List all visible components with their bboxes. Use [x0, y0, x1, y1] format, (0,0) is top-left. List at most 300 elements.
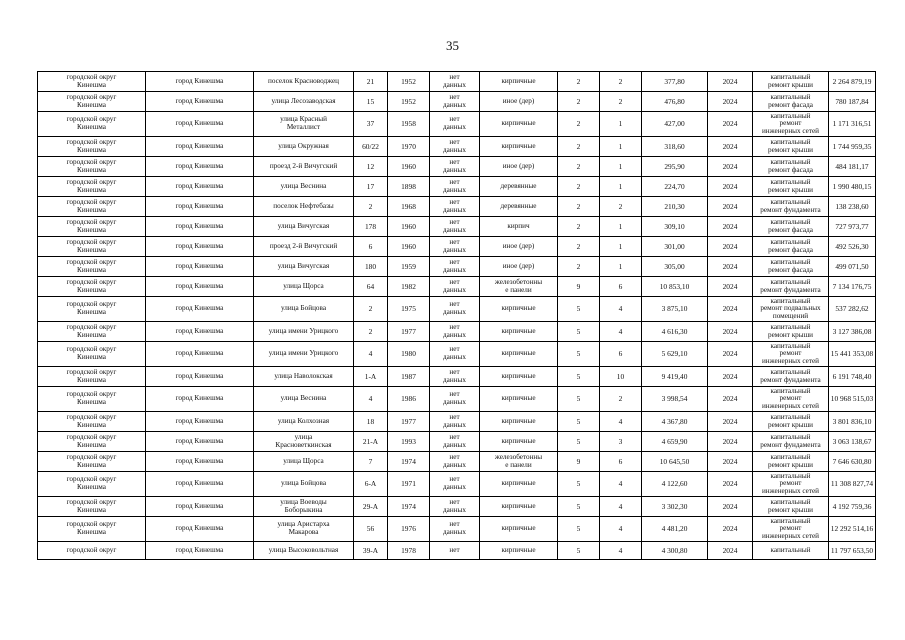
cell-area: 318,60	[642, 137, 708, 157]
cell-data-availability: нет данных	[430, 257, 480, 277]
cell-plan-year: 2024	[708, 197, 753, 217]
cell-street: улица имени Урицкого	[254, 322, 354, 342]
cell-cost: 780 187,84	[829, 92, 876, 112]
cell-build-year: 1993	[388, 432, 430, 452]
cell-wall-material: железобетонны е панели	[480, 277, 558, 297]
cell-plan-year: 2024	[708, 472, 753, 497]
cell-work-type: капитальный ремонт фундамента	[753, 197, 829, 217]
cell-street: улица Веснина	[254, 177, 354, 197]
cell-street: улица Бойцова	[254, 297, 354, 322]
cell-city: город Кинешма	[146, 322, 254, 342]
cell-plan-year: 2024	[708, 137, 753, 157]
cell-floors: 2	[558, 177, 600, 197]
cell-entrances: 4	[600, 517, 642, 542]
cell-area: 4 659,90	[642, 432, 708, 452]
cell-entrances: 1	[600, 257, 642, 277]
cell-city: город Кинешма	[146, 472, 254, 497]
table-row	[38, 72, 876, 92]
cell-data-availability: нет данных	[430, 342, 480, 367]
cell-street: поселок Красноводжец	[254, 72, 354, 92]
cell-entrances: 1	[600, 157, 642, 177]
cell-house-number: 2	[354, 297, 388, 322]
cell-city: город Кинешма	[146, 367, 254, 387]
cell-cost: 1 171 316,51	[829, 112, 876, 137]
cell-city: город Кинешма	[146, 497, 254, 517]
cell-house-number: 7	[354, 452, 388, 472]
cell-cost: 727 973,77	[829, 217, 876, 237]
cell-cost: 11 308 827,74	[829, 472, 876, 497]
cell-house-number: 39-А	[354, 542, 388, 560]
cell-work-type: капитальный ремонт крыши	[753, 322, 829, 342]
cell-wall-material: кирпичные	[480, 72, 558, 92]
cell-house-number: 12	[354, 157, 388, 177]
cell-area: 377,80	[642, 72, 708, 92]
cell-area: 4 122,60	[642, 472, 708, 497]
cell-data-availability: нет данных	[430, 137, 480, 157]
cell-wall-material: кирпич	[480, 217, 558, 237]
cell-floors: 5	[558, 387, 600, 412]
cell-floors: 5	[558, 412, 600, 432]
cell-city: город Кинешма	[146, 297, 254, 322]
cell-data-availability: нет данных	[430, 472, 480, 497]
cell-entrances: 3	[600, 432, 642, 452]
table-row	[38, 137, 876, 157]
cell-area: 305,00	[642, 257, 708, 277]
table-row	[38, 367, 876, 387]
cell-district: городской округ Кинешма	[38, 217, 146, 237]
cell-floors: 5	[558, 517, 600, 542]
cell-house-number: 2	[354, 322, 388, 342]
cell-district: городской округ Кинешма	[38, 472, 146, 497]
cell-floors: 2	[558, 92, 600, 112]
table-row	[38, 412, 876, 432]
cell-street: улица Вичугская	[254, 257, 354, 277]
cell-data-availability: нет данных	[430, 452, 480, 472]
cell-floors: 5	[558, 497, 600, 517]
cell-floors: 2	[558, 137, 600, 157]
cell-house-number: 18	[354, 412, 388, 432]
cell-cost: 492 526,30	[829, 237, 876, 257]
cell-work-type: капитальный ремонт крыши	[753, 177, 829, 197]
cell-city: город Кинешма	[146, 387, 254, 412]
cell-data-availability: нет	[430, 542, 480, 560]
cell-wall-material: иное (дер)	[480, 237, 558, 257]
cell-plan-year: 2024	[708, 387, 753, 412]
cell-street: проезд 2-й Вичугский	[254, 237, 354, 257]
cell-plan-year: 2024	[708, 157, 753, 177]
cell-district: городской округ Кинешма	[38, 237, 146, 257]
cell-build-year: 1982	[388, 277, 430, 297]
cell-build-year: 1952	[388, 92, 430, 112]
cell-build-year: 1960	[388, 217, 430, 237]
cell-house-number: 1-А	[354, 367, 388, 387]
cell-area: 3 302,30	[642, 497, 708, 517]
cell-entrances: 4	[600, 542, 642, 560]
cell-district: городской округ Кинешма	[38, 297, 146, 322]
cell-street: улица имени Урицкого	[254, 342, 354, 367]
cell-area: 4 481,20	[642, 517, 708, 542]
cell-plan-year: 2024	[708, 497, 753, 517]
cell-area: 476,80	[642, 92, 708, 112]
table-row	[38, 342, 876, 367]
cell-house-number: 60/22	[354, 137, 388, 157]
table-row	[38, 217, 876, 237]
cell-city: город Кинешма	[146, 432, 254, 452]
cell-street: улица Щорса	[254, 452, 354, 472]
cell-floors: 2	[558, 112, 600, 137]
cell-district: городской округ Кинешма	[38, 137, 146, 157]
cell-build-year: 1986	[388, 387, 430, 412]
cell-build-year: 1987	[388, 367, 430, 387]
cell-floors: 9	[558, 277, 600, 297]
cell-cost: 4 192 759,36	[829, 497, 876, 517]
cell-entrances: 4	[600, 322, 642, 342]
cell-data-availability: нет данных	[430, 322, 480, 342]
cell-floors: 2	[558, 217, 600, 237]
cell-build-year: 1980	[388, 342, 430, 367]
cell-cost: 3 063 138,67	[829, 432, 876, 452]
cell-data-availability: нет данных	[430, 237, 480, 257]
cell-district: городской округ Кинешма	[38, 387, 146, 412]
cell-area: 427,00	[642, 112, 708, 137]
cell-plan-year: 2024	[708, 432, 753, 452]
cell-plan-year: 2024	[708, 177, 753, 197]
cell-wall-material: кирпичные	[480, 542, 558, 560]
cell-city: город Кинешма	[146, 452, 254, 472]
cell-district: городской округ Кинешма	[38, 112, 146, 137]
cell-wall-material: иное (дер)	[480, 257, 558, 277]
cell-street: улица Наволокская	[254, 367, 354, 387]
cell-district: городской округ Кинешма	[38, 497, 146, 517]
cell-plan-year: 2024	[708, 92, 753, 112]
cell-floors: 9	[558, 452, 600, 472]
cell-district: городской округ Кинешма	[38, 517, 146, 542]
cell-entrances: 2	[600, 387, 642, 412]
cell-house-number: 6-А	[354, 472, 388, 497]
cell-area: 4 367,80	[642, 412, 708, 432]
cell-cost: 7 134 176,75	[829, 277, 876, 297]
cell-house-number: 15	[354, 92, 388, 112]
cell-plan-year: 2024	[708, 237, 753, 257]
cell-street: улица Красноветкинская	[254, 432, 354, 452]
cell-work-type: капитальный ремонт крыши	[753, 137, 829, 157]
cell-cost: 10 968 515,03	[829, 387, 876, 412]
cell-house-number: 178	[354, 217, 388, 237]
cell-area: 295,90	[642, 157, 708, 177]
table-row	[38, 177, 876, 197]
cell-district: городской округ Кинешма	[38, 157, 146, 177]
cell-work-type: капитальный ремонт фасада	[753, 237, 829, 257]
cell-cost: 11 797 653,50	[829, 542, 876, 560]
cell-area: 4 300,80	[642, 542, 708, 560]
cell-wall-material: кирпичные	[480, 367, 558, 387]
cell-wall-material: иное (дер)	[480, 157, 558, 177]
cell-plan-year: 2024	[708, 217, 753, 237]
cell-wall-material: деревянные	[480, 197, 558, 217]
cell-wall-material: кирпичные	[480, 112, 558, 137]
cell-build-year: 1977	[388, 412, 430, 432]
cell-work-type: капитальный ремонт инженерных сетей	[753, 387, 829, 412]
cell-area: 10 645,50	[642, 452, 708, 472]
cell-build-year: 1958	[388, 112, 430, 137]
cell-data-availability: нет данных	[430, 177, 480, 197]
cell-area: 210,30	[642, 197, 708, 217]
cell-district: городской округ Кинешма	[38, 257, 146, 277]
table-body	[38, 72, 876, 560]
cell-entrances: 2	[600, 197, 642, 217]
cell-area: 10 853,10	[642, 277, 708, 297]
cell-data-availability: нет данных	[430, 517, 480, 542]
cell-area: 3 875,10	[642, 297, 708, 322]
cell-wall-material: иное (дер)	[480, 92, 558, 112]
cell-street: улица Высоковольтная	[254, 542, 354, 560]
cell-house-number: 64	[354, 277, 388, 297]
cell-entrances: 10	[600, 367, 642, 387]
cell-build-year: 1975	[388, 297, 430, 322]
cell-build-year: 1952	[388, 72, 430, 92]
cell-work-type: капитальный ремонт крыши	[753, 72, 829, 92]
cell-build-year: 1968	[388, 197, 430, 217]
cell-house-number: 2	[354, 197, 388, 217]
cell-street: улица Красный Металлист	[254, 112, 354, 137]
cell-plan-year: 2024	[708, 277, 753, 297]
table-row	[38, 157, 876, 177]
cell-build-year: 1974	[388, 452, 430, 472]
cell-area: 5 629,10	[642, 342, 708, 367]
cell-entrances: 1	[600, 137, 642, 157]
cell-cost: 3 127 386,08	[829, 322, 876, 342]
cell-area: 3 998,54	[642, 387, 708, 412]
cell-cost: 6 191 748,40	[829, 367, 876, 387]
table-row	[38, 432, 876, 452]
cell-street: улица Окружная	[254, 137, 354, 157]
cell-build-year: 1959	[388, 257, 430, 277]
cell-floors: 5	[558, 322, 600, 342]
cell-entrances: 4	[600, 297, 642, 322]
cell-district: городской округ Кинешма	[38, 342, 146, 367]
cell-district: городской округ Кинешма	[38, 177, 146, 197]
cell-build-year: 1898	[388, 177, 430, 197]
cell-entrances: 4	[600, 472, 642, 497]
cell-house-number: 4	[354, 387, 388, 412]
cell-cost: 1 990 480,15	[829, 177, 876, 197]
cell-build-year: 1960	[388, 157, 430, 177]
cell-district: городской округ Кинешма	[38, 72, 146, 92]
cell-district: городской округ Кинешма	[38, 412, 146, 432]
cell-entrances: 2	[600, 92, 642, 112]
cell-cost: 7 646 630,80	[829, 452, 876, 472]
table-row	[38, 277, 876, 297]
cell-entrances: 4	[600, 412, 642, 432]
table-row	[38, 112, 876, 137]
cell-house-number: 4	[354, 342, 388, 367]
cell-entrances: 6	[600, 277, 642, 297]
cell-work-type: капитальный ремонт инженерных сетей	[753, 472, 829, 497]
cell-city: город Кинешма	[146, 177, 254, 197]
cell-cost: 12 292 514,16	[829, 517, 876, 542]
cell-entrances: 6	[600, 452, 642, 472]
cell-build-year: 1977	[388, 322, 430, 342]
cell-plan-year: 2024	[708, 257, 753, 277]
cell-city: город Кинешма	[146, 257, 254, 277]
cell-floors: 2	[558, 157, 600, 177]
cell-street: улица Воеводы Боборыкина	[254, 497, 354, 517]
cell-wall-material: кирпичные	[480, 472, 558, 497]
cell-house-number: 21	[354, 72, 388, 92]
cell-district: городской округ Кинешма	[38, 277, 146, 297]
cell-street: улица Щорса	[254, 277, 354, 297]
cell-data-availability: нет данных	[430, 112, 480, 137]
table-row	[38, 452, 876, 472]
cell-wall-material: деревянные	[480, 177, 558, 197]
table-row	[38, 297, 876, 322]
cell-city: город Кинешма	[146, 277, 254, 297]
cell-data-availability: нет данных	[430, 497, 480, 517]
cell-city: город Кинешма	[146, 217, 254, 237]
cell-work-type: капитальный ремонт фасада	[753, 257, 829, 277]
cell-district: городской округ	[38, 542, 146, 560]
page-number: 35	[446, 38, 459, 53]
cell-wall-material: кирпичные	[480, 322, 558, 342]
cell-work-type: капитальный ремонт инженерных сетей	[753, 517, 829, 542]
cell-floors: 5	[558, 542, 600, 560]
cell-build-year: 1960	[388, 237, 430, 257]
cell-district: городской округ Кинешма	[38, 322, 146, 342]
cell-build-year: 1976	[388, 517, 430, 542]
cell-street: проезд 2-й Вичугский	[254, 157, 354, 177]
cell-data-availability: нет данных	[430, 92, 480, 112]
cell-district: городской округ Кинешма	[38, 197, 146, 217]
cell-street: поселок Нефтебазы	[254, 197, 354, 217]
cell-work-type: капитальный ремонт фасада	[753, 92, 829, 112]
cell-plan-year: 2024	[708, 452, 753, 472]
cell-work-type: капитальный ремонт фундамента	[753, 367, 829, 387]
cell-floors: 5	[558, 297, 600, 322]
cell-work-type: капитальный ремонт фасада	[753, 157, 829, 177]
cell-floors: 2	[558, 72, 600, 92]
cell-data-availability: нет данных	[430, 387, 480, 412]
cell-plan-year: 2024	[708, 542, 753, 560]
cell-wall-material: кирпичные	[480, 497, 558, 517]
cell-entrances: 1	[600, 217, 642, 237]
cell-city: город Кинешма	[146, 542, 254, 560]
cell-plan-year: 2024	[708, 112, 753, 137]
cell-entrances: 2	[600, 72, 642, 92]
cell-wall-material: кирпичные	[480, 342, 558, 367]
cell-work-type: капитальный	[753, 542, 829, 560]
cell-wall-material: кирпичные	[480, 137, 558, 157]
cell-work-type: капитальный ремонт инженерных сетей	[753, 112, 829, 137]
cell-district: городской округ Кинешма	[38, 92, 146, 112]
cell-city: город Кинешма	[146, 517, 254, 542]
cell-entrances: 1	[600, 112, 642, 137]
table-row	[38, 542, 876, 560]
cell-cost: 15 441 353,08	[829, 342, 876, 367]
cell-plan-year: 2024	[708, 297, 753, 322]
cell-data-availability: нет данных	[430, 367, 480, 387]
cell-house-number: 21-А	[354, 432, 388, 452]
cell-floors: 5	[558, 472, 600, 497]
cell-street: улица Колхозная	[254, 412, 354, 432]
cell-city: город Кинешма	[146, 137, 254, 157]
cell-cost: 3 801 836,10	[829, 412, 876, 432]
cell-wall-material: кирпичные	[480, 432, 558, 452]
cell-cost: 2 264 879,19	[829, 72, 876, 92]
cell-wall-material: кирпичные	[480, 412, 558, 432]
cell-plan-year: 2024	[708, 342, 753, 367]
cell-entrances: 1	[600, 237, 642, 257]
table-row	[38, 257, 876, 277]
cell-work-type: капитальный ремонт фундамента	[753, 277, 829, 297]
table-row	[38, 497, 876, 517]
cell-plan-year: 2024	[708, 72, 753, 92]
cell-city: город Кинешма	[146, 72, 254, 92]
cell-plan-year: 2024	[708, 367, 753, 387]
cell-data-availability: нет данных	[430, 72, 480, 92]
cell-work-type: капитальный ремонт фундамента	[753, 432, 829, 452]
cell-floors: 5	[558, 432, 600, 452]
cell-city: город Кинешма	[146, 92, 254, 112]
cell-work-type: капитальный ремонт инженерных сетей	[753, 342, 829, 367]
cell-wall-material: кирпичные	[480, 387, 558, 412]
cell-floors: 2	[558, 257, 600, 277]
cell-street: улица Лесозаводская	[254, 92, 354, 112]
cell-district: городской округ Кинешма	[38, 367, 146, 387]
cell-district: городской округ Кинешма	[38, 452, 146, 472]
cell-wall-material: железобетонны е панели	[480, 452, 558, 472]
cell-floors: 2	[558, 237, 600, 257]
cell-entrances: 6	[600, 342, 642, 367]
cell-area: 4 616,30	[642, 322, 708, 342]
cell-street: улица Вичугская	[254, 217, 354, 237]
cell-plan-year: 2024	[708, 517, 753, 542]
cell-build-year: 1974	[388, 497, 430, 517]
cell-work-type: капитальный ремонт крыши	[753, 452, 829, 472]
cell-house-number: 6	[354, 237, 388, 257]
cell-house-number: 37	[354, 112, 388, 137]
cell-floors: 5	[558, 342, 600, 367]
cell-house-number: 180	[354, 257, 388, 277]
cell-cost: 499 071,50	[829, 257, 876, 277]
housing-repair-table	[37, 71, 876, 560]
cell-city: город Кинешма	[146, 237, 254, 257]
cell-area: 309,10	[642, 217, 708, 237]
cell-wall-material: кирпичные	[480, 297, 558, 322]
cell-street: улица Веснина	[254, 387, 354, 412]
cell-entrances: 1	[600, 177, 642, 197]
cell-floors: 5	[558, 367, 600, 387]
cell-city: город Кинешма	[146, 342, 254, 367]
cell-wall-material: кирпичные	[480, 517, 558, 542]
cell-house-number: 56	[354, 517, 388, 542]
cell-district: городской округ Кинешма	[38, 432, 146, 452]
cell-floors: 2	[558, 197, 600, 217]
table-row	[38, 237, 876, 257]
cell-area: 224,70	[642, 177, 708, 197]
cell-city: город Кинешма	[146, 112, 254, 137]
cell-build-year: 1978	[388, 542, 430, 560]
cell-cost: 1 744 959,35	[829, 137, 876, 157]
cell-data-availability: нет данных	[430, 217, 480, 237]
cell-plan-year: 2024	[708, 322, 753, 342]
cell-cost: 138 238,60	[829, 197, 876, 217]
table-row	[38, 92, 876, 112]
cell-cost: 484 181,17	[829, 157, 876, 177]
cell-cost: 537 282,62	[829, 297, 876, 322]
table-row	[38, 387, 876, 412]
cell-data-availability: нет данных	[430, 432, 480, 452]
cell-data-availability: нет данных	[430, 197, 480, 217]
